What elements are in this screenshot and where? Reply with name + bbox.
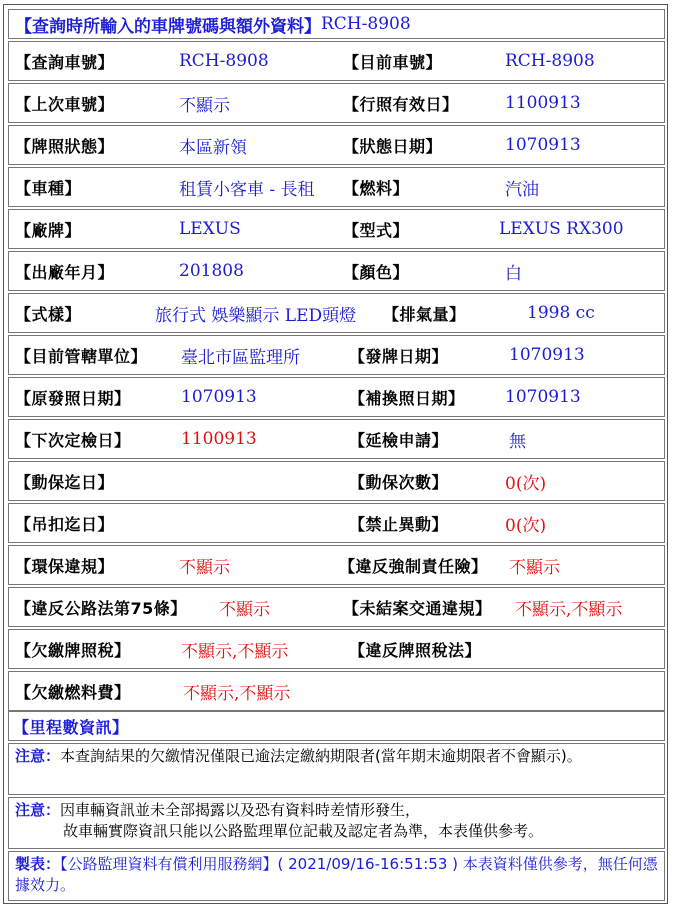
info-row [8,503,665,543]
field-label: 【行照有效日】 [343,94,459,114]
field-label: 【吊扣迄日】 [15,514,115,534]
field-value: 1100913 [181,429,257,449]
field-value: 0(次) [505,473,547,494]
field-value: 1100913 [505,93,581,113]
info-row [8,335,665,375]
field-label: 【違反強制責任險】 [339,556,488,576]
field-label: 【動保次數】 [349,472,449,492]
field-label: 【未結案交通違規】 [343,598,492,618]
field-label: 【排氣量】 [383,304,466,324]
note-1-text: 本查詢結果的欠繳情況僅限已逾法定繳納期限者(當年期末逾期限者不會顯示)。 [60,747,582,765]
info-row [8,167,665,207]
note-2-line2: 故車輛實際資訊只能以公路監理單位記載及認定者為準，本表僅供參考。 [63,822,544,840]
query-title: 【查詢時所輸入的車牌號碼與額外資料】 [15,16,321,37]
field-label: 【環保違規】 [15,556,115,576]
field-value: 臺北市區監理所 [181,347,300,368]
field-value: 本區新領 [179,137,247,158]
field-value: 白 [505,263,522,284]
field-label: 【燃料】 [343,178,410,198]
field-label: 【牌照狀態】 [15,136,115,156]
field-label: 【式樣】 [15,304,82,324]
field-value: 1998 cc [527,303,595,323]
note-2-line1: 因車輛資訊並未全部揭露以及恐有資料時差情形發生， [60,801,421,819]
field-value: RCH-8908 [505,51,595,71]
footer-text: 【公路監理資料有償利用服務網】( 2021/09/16-16:51:53 ) 本表資料僅供參考，無任何憑據效力。 [15,855,658,894]
info-row [8,209,665,249]
field-label: 【狀態日期】 [343,136,443,156]
mileage-header-row [8,711,665,741]
note-2 [8,797,665,849]
info-row [8,419,665,459]
field-label: 【出廠年月】 [15,262,115,282]
field-label: 【違反牌照稅法】 [349,640,482,660]
field-value: 旅行式 娛樂顯示 LED頭燈 [155,305,357,326]
field-value: 1070913 [509,345,585,365]
field-value: RCH-8908 [179,51,269,71]
info-row [8,377,665,417]
field-label: 【顏色】 [343,262,410,282]
field-value: 不顯示 [219,599,270,620]
field-label: 【禁止異動】 [349,514,449,534]
query-title-plate: RCH-8908 [321,14,411,34]
info-row [8,629,665,669]
info-row [8,587,665,627]
note-1 [8,743,665,795]
info-row [8,461,665,501]
field-label: 【型式】 [343,220,410,240]
field-value: 不顯示,不顯示 [183,683,291,704]
field-value: 1070913 [505,387,581,407]
field-label: 【車種】 [15,178,82,198]
info-row [8,545,665,585]
field-label: 【下次定檢日】 [15,430,131,450]
field-label: 【欠繳牌照稅】 [15,640,131,660]
field-value: 201808 [179,261,244,281]
field-value: 1070913 [181,387,257,407]
info-row [8,671,665,711]
query-title-row [8,9,665,39]
info-row [8,41,665,81]
field-value: LEXUS [179,219,241,239]
field-value: 不顯示 [509,557,560,578]
field-value: 租賃小客車 - 長租 [179,179,315,200]
note-1-head: 注意： [15,747,61,765]
field-label: 【目前車號】 [343,52,443,72]
note-2-head: 注意： [15,801,61,819]
field-value: 不顯示,不顯示 [181,641,289,662]
field-label: 【目前管轄單位】 [15,346,148,366]
field-value: 不顯示,不顯示 [515,599,623,620]
field-value: 不顯示 [179,95,230,116]
field-label: 【動保迄日】 [15,472,115,492]
field-label: 【廠牌】 [15,220,82,240]
field-label: 【違反公路法第75條】 [15,598,187,618]
field-label: 【欠繳燃料費】 [15,682,131,702]
info-row [8,125,665,165]
field-value: 1070913 [505,135,581,155]
field-value: 0(次) [505,515,547,536]
info-row [8,293,665,333]
field-value: 不顯示 [179,557,230,578]
field-label: 【原發照日期】 [15,388,131,408]
field-label: 【查詢車號】 [15,52,115,72]
field-label: 【發牌日期】 [349,346,449,366]
mileage-header: 【里程數資訊】 [13,717,129,737]
field-value: 無 [509,431,526,452]
footer-note [8,851,665,901]
field-value: LEXUS RX300 [499,219,624,239]
report-frame [3,4,668,904]
field-value: 汽油 [505,179,539,200]
field-label: 【補換照日期】 [349,388,465,408]
footer-head: 製表： [15,855,61,873]
field-label: 【延檢申請】 [349,430,449,450]
field-label: 【上次車號】 [15,94,115,114]
info-row [8,251,665,291]
info-row [8,83,665,123]
